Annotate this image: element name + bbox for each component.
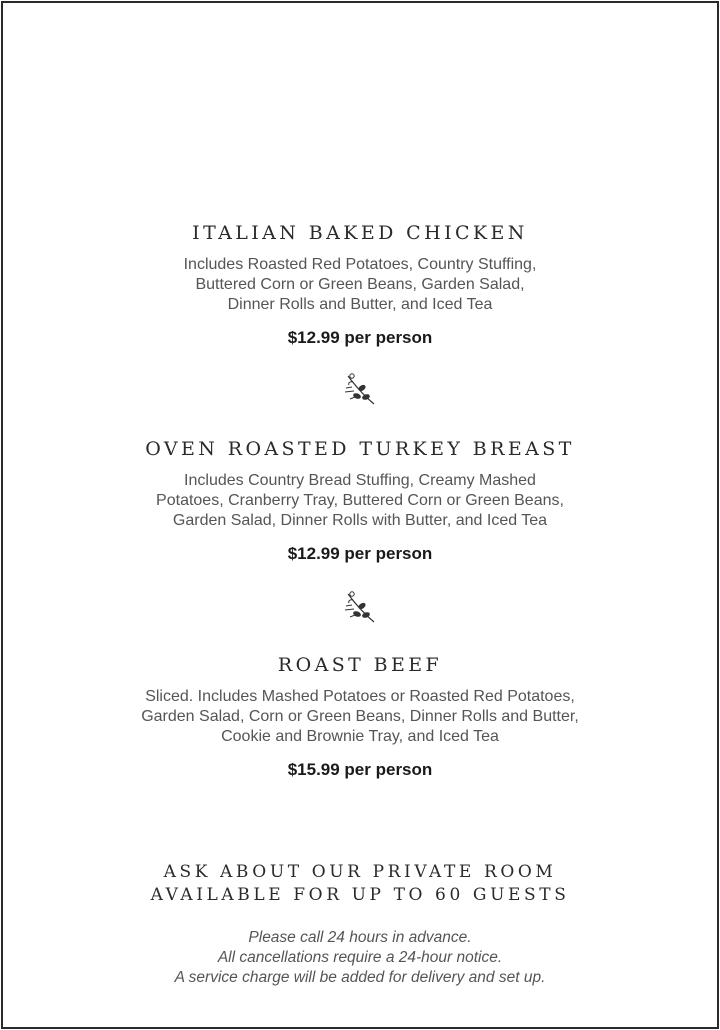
item-description: Includes Country Bread Stuffing, Creamy Mashed Potatoes, Cranberry Tray, Buttered Corn or Green Beans, Garden Salad, Dinner Rolls with Butter, and Iced Tea [156, 472, 564, 529]
item-title: ROAST BEEF [277, 654, 443, 676]
ordering-notes [0, 928, 720, 988]
floral-sprig-icon [340, 372, 380, 408]
item-price: $12.99 per person [287, 328, 433, 347]
menu-item-italian-baked-chicken [0, 221, 720, 349]
note-line: All cancellations require a 24-hour notice. [217, 949, 503, 966]
private-room-line: AVAILABLE FOR UP TO 60 GUESTS [150, 885, 570, 905]
item-price: $15.99 per person [287, 760, 433, 779]
item-description: Sliced. Includes Mashed Potatoes or Roasted Red Potatoes, Garden Salad, Corn or Green Beans, Dinner Rolls and Butter, Cookie and Brownie Tray, and Iced Tea [141, 688, 579, 745]
item-title: OVEN ROASTED TURKEY BREAST [145, 438, 575, 460]
menu-item-oven-roasted-turkey-breast [0, 437, 720, 565]
note-line: Please call 24 hours in advance. [248, 929, 472, 946]
item-title: ITALIAN BAKED CHICKEN [192, 222, 528, 244]
private-room-notice [0, 861, 720, 907]
private-room-line: ASK ABOUT OUR PRIVATE ROOM [163, 862, 557, 882]
menu-item-roast-beef [0, 653, 720, 781]
item-price: $12.99 per person [287, 544, 433, 563]
item-description: Includes Roasted Red Potatoes, Country Stuffing, Buttered Corn or Green Beans, Garden Salad, Dinner Rolls and Butter, and Iced Tea [183, 256, 537, 313]
note-line: A service charge will be added for delivery and set up. [174, 969, 546, 986]
floral-sprig-icon [340, 590, 380, 626]
